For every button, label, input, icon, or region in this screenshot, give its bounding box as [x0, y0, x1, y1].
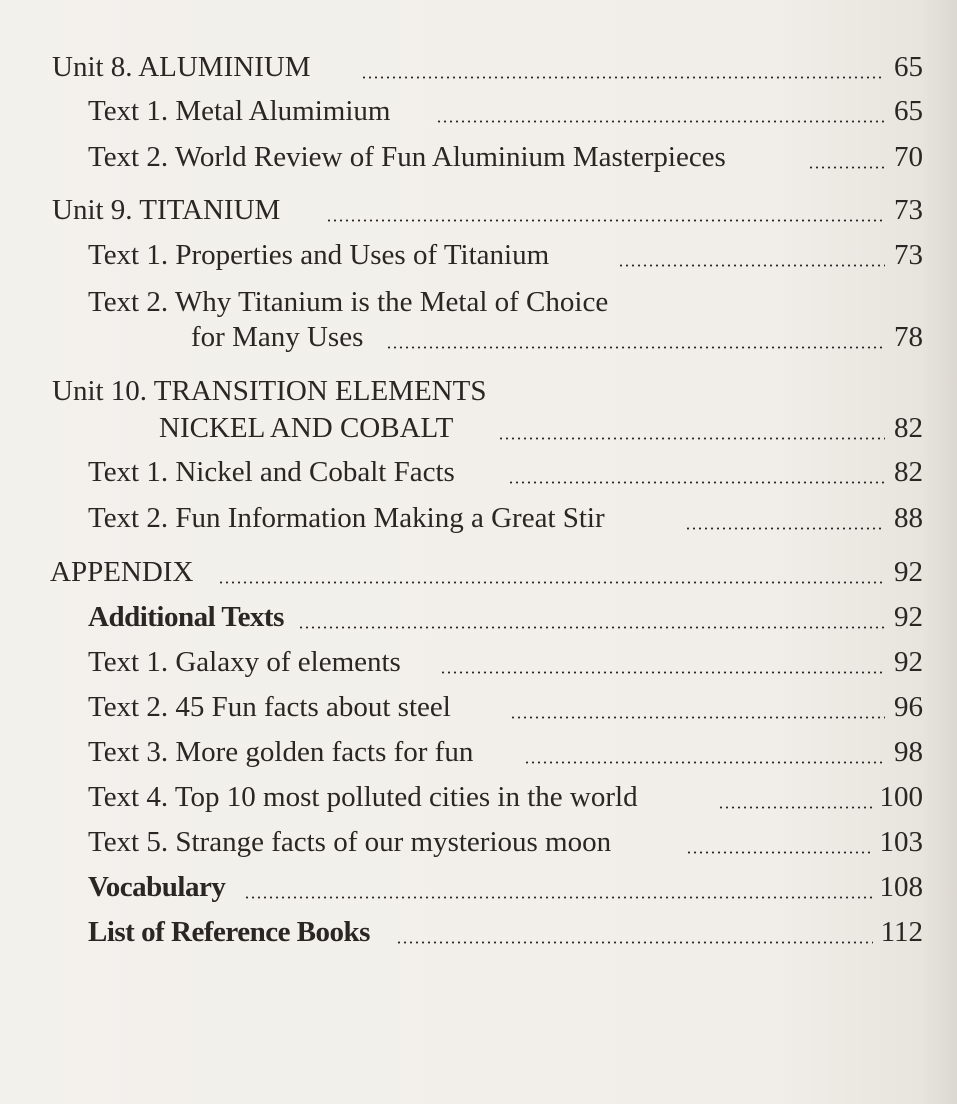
leader-dots — [685, 527, 885, 530]
toc-entry-label: Text 5. Strange facts of our mysterious moon — [88, 826, 612, 858]
leader-dots — [510, 716, 885, 719]
toc-entry-vocabulary[interactable] — [0, 868, 957, 908]
leader-dots — [524, 761, 885, 764]
toc-entry-label: Additional Texts — [88, 601, 284, 633]
toc-entry-page: 78 — [894, 321, 923, 353]
toc-entry-unit-8-text-1[interactable] — [0, 92, 957, 132]
toc-entry-label: Vocabulary — [88, 871, 226, 903]
toc-entry-appendix-text-4[interactable] — [0, 778, 957, 818]
toc-entry-label: Unit 9. TITANIUM — [52, 194, 281, 226]
toc-entry-unit-10-text-2[interactable] — [0, 499, 957, 539]
leader-dots — [218, 581, 885, 584]
toc-entry-page: 73 — [894, 239, 923, 271]
toc-entry-unit-9[interactable] — [0, 191, 957, 231]
toc-entry-unit-9-text-1[interactable] — [0, 236, 957, 276]
toc-entry-unit-9-text-2[interactable] — [0, 318, 957, 358]
toc-entry-page: 98 — [894, 736, 923, 768]
toc-entry-label: Text 1. Galaxy of elements — [88, 646, 401, 678]
toc-entry-label: Text 2. 45 Fun facts about steel — [88, 691, 451, 723]
leader-dots — [508, 481, 885, 484]
toc-entry-continuation: NICKEL AND COBALT — [159, 412, 454, 444]
toc-entry-appendix-text-2[interactable] — [0, 688, 957, 728]
toc-entry-page: 73 — [894, 194, 923, 226]
toc-entry-label: Text 1. Properties and Uses of Titanium — [88, 239, 550, 271]
toc-entry-label: Text 3. More golden facts for fun — [88, 736, 474, 768]
toc-entry-page: 88 — [894, 502, 923, 534]
toc-entry-appendix-text-1[interactable] — [0, 643, 957, 683]
toc-entry-page: 70 — [894, 141, 923, 173]
toc-entry-unit-8-text-2[interactable] — [0, 138, 957, 178]
leader-dots — [436, 120, 885, 123]
toc-entry-label: Text 1. Metal Alumimium — [88, 95, 391, 127]
toc-entry-unit-8[interactable] — [0, 48, 957, 88]
leader-dots — [386, 346, 885, 349]
toc-entry-label: List of Reference Books — [88, 916, 370, 948]
toc-entry-label: Unit 10. TRANSITION ELEMENTS — [52, 375, 487, 407]
toc-entry-appendix[interactable] — [0, 553, 957, 593]
toc-entry-page: 100 — [879, 781, 923, 813]
toc-entry-label: Text 2. World Review of Fun Aluminium Masterpieces — [88, 141, 726, 173]
leader-dots — [808, 166, 885, 169]
toc-entry-reference-books[interactable] — [0, 913, 957, 953]
toc-entry-page: 82 — [894, 412, 923, 444]
toc-entry-page: 65 — [894, 51, 923, 83]
toc-entry-label: APPENDIX — [50, 556, 194, 588]
toc-entry-label: Text 2. Fun Information Making a Great Stir — [88, 502, 605, 534]
toc-entry-page: 96 — [894, 691, 923, 723]
leader-dots — [244, 896, 873, 899]
toc-entry-page: 112 — [880, 916, 923, 948]
toc-entry-appendix-text-3[interactable] — [0, 733, 957, 773]
leader-dots — [298, 626, 885, 629]
toc-entry-page: 92 — [894, 646, 923, 678]
toc-entry-page: 108 — [879, 871, 923, 903]
toc-entry-unit-10[interactable] — [0, 409, 957, 449]
leader-dots — [361, 76, 885, 79]
toc-entry-page: 92 — [894, 556, 923, 588]
toc-entry-page: 82 — [894, 456, 923, 488]
leader-dots — [396, 941, 873, 944]
leader-dots — [326, 219, 885, 222]
toc-entry-unit-10-text-1[interactable] — [0, 453, 957, 493]
leader-dots — [498, 437, 885, 440]
toc-entry-page: 92 — [894, 601, 923, 633]
toc-entry-label: Text 4. Top 10 most polluted cities in the world — [88, 781, 638, 813]
toc-entry-page: 65 — [894, 95, 923, 127]
toc-entry-appendix-text-5[interactable] — [0, 823, 957, 863]
leader-dots — [718, 806, 873, 809]
toc-entry-label: Text 2. Why Titanium is the Metal of Choice — [88, 286, 609, 318]
toc-entry-continuation: for Many Uses — [191, 321, 364, 353]
leader-dots — [686, 851, 873, 854]
leader-dots — [440, 671, 885, 674]
toc-entry-page: 103 — [879, 826, 923, 858]
toc-entry-label: Unit 8. ALUMINIUM — [52, 51, 311, 83]
leader-dots — [618, 264, 885, 267]
toc-entry-label: Text 1. Nickel and Cobalt Facts — [88, 456, 455, 488]
toc-entry-additional-texts[interactable] — [0, 598, 957, 638]
